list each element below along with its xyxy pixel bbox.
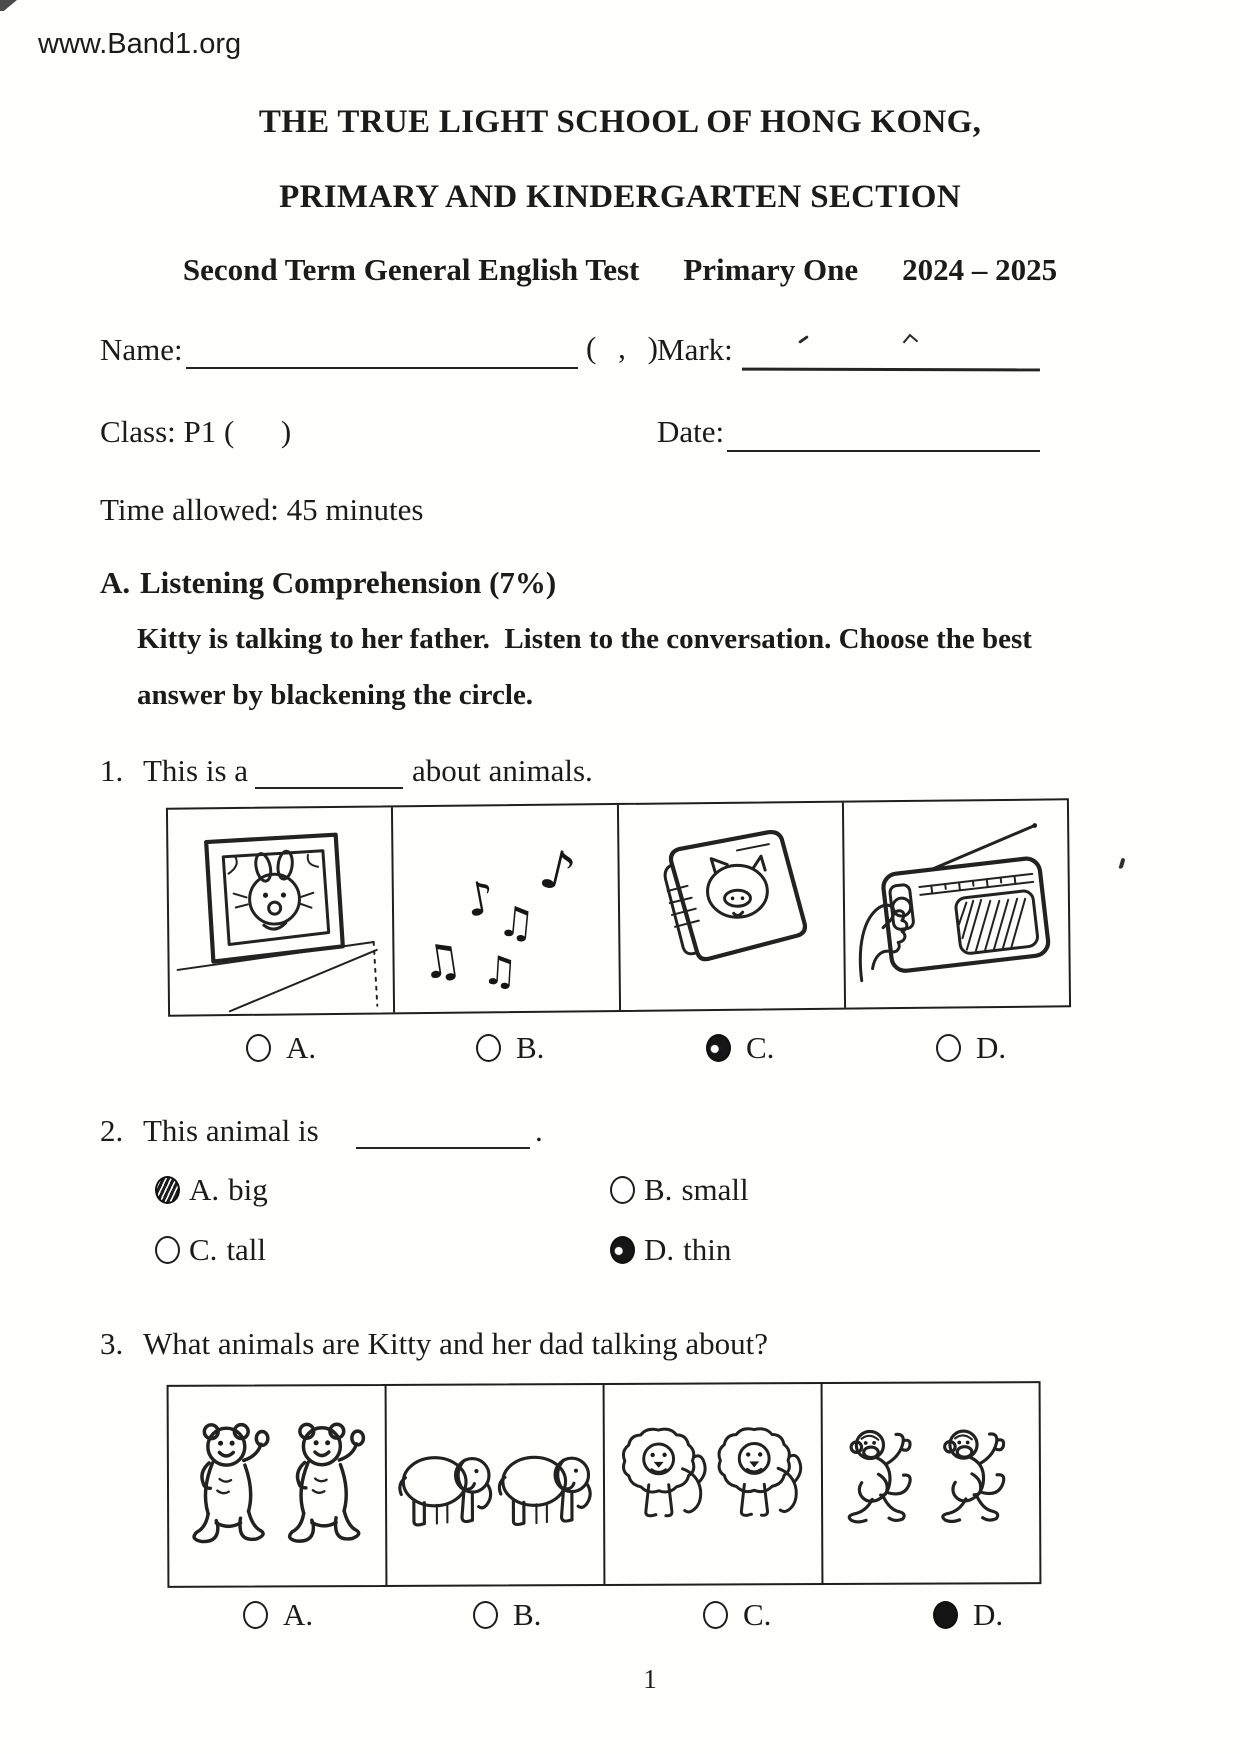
television-with-rabbit-drawing xyxy=(168,807,393,1014)
q1-option-c-label: C. xyxy=(746,1030,775,1065)
name-label: Name: xyxy=(100,332,183,367)
q2-option-b-text: small xyxy=(681,1172,749,1207)
q3-option-b-bubble[interactable] xyxy=(473,1601,498,1629)
q3-option-d-label: D. xyxy=(973,1597,1004,1632)
school-title-line1: THE TRUE LIGHT SCHOOL OF HONG KONG, xyxy=(258,104,982,140)
q1-option-a[interactable] xyxy=(246,1030,316,1066)
two-monkeys-drawing xyxy=(823,1383,1040,1583)
q1-text-after: about animals. xyxy=(412,753,593,788)
q3-option-d[interactable] xyxy=(933,1597,1003,1633)
section-a-heading: Listening Comprehension (7%) xyxy=(140,565,557,600)
q1-number: 1. xyxy=(100,753,124,788)
q1-option-c[interactable] xyxy=(706,1030,774,1066)
date-field[interactable] xyxy=(727,418,1040,452)
mark-label: Mark: xyxy=(657,332,733,367)
q2-option-a-bubble[interactable] xyxy=(155,1176,180,1204)
q2-option-c-label: C. xyxy=(189,1232,218,1267)
q3-option-b-label: B. xyxy=(513,1597,542,1632)
q1-picture-b xyxy=(393,805,620,1012)
q3-picture-c xyxy=(605,1384,824,1584)
svg-text:♪: ♪ xyxy=(534,836,583,906)
svg-text:♫: ♫ xyxy=(495,896,538,949)
name-field[interactable] xyxy=(186,336,578,369)
q2-option-d-label: D. xyxy=(644,1232,675,1267)
name-class-number-parens: ( , ) xyxy=(586,330,665,365)
q1-option-b[interactable] xyxy=(476,1030,544,1066)
q2-option-b-label: B. xyxy=(644,1172,673,1207)
mark-field[interactable] xyxy=(742,335,1040,372)
watermark: www.Band1.org xyxy=(38,28,242,60)
section-a-letter: A. xyxy=(100,565,131,600)
q2-option-b-bubble[interactable] xyxy=(610,1176,635,1204)
q2-option-b[interactable] xyxy=(610,1172,749,1208)
q3-number: 3. xyxy=(100,1326,124,1361)
q1-option-d[interactable] xyxy=(936,1030,1006,1066)
q1-text-before: This is a xyxy=(143,753,249,788)
q2-option-d-text: thin xyxy=(683,1232,732,1267)
q2-option-c-text: tall xyxy=(226,1232,267,1267)
book-with-pig-cover-drawing xyxy=(618,803,843,1010)
page-number: 1 xyxy=(643,1664,657,1694)
q3-option-b[interactable] xyxy=(473,1597,541,1633)
time-allowed: Time allowed: 45 minutes xyxy=(100,492,424,527)
hand-tuning-radio-drawing xyxy=(844,800,1069,1007)
svg-text:♫: ♫ xyxy=(481,947,520,996)
test-title: Second Term General English Test xyxy=(182,252,640,287)
test-info-line xyxy=(0,252,1240,288)
q3-option-a[interactable] xyxy=(243,1597,313,1633)
q2-option-d-bubble[interactable] xyxy=(610,1236,635,1264)
section-a-instruction-1: Kitty is talking to her father. Listen to the conversation. Choose the best xyxy=(137,623,1032,655)
q1-picture-table xyxy=(166,798,1071,1016)
scan-artifact-corner xyxy=(0,0,17,11)
q3-option-c-label: C. xyxy=(743,1597,772,1632)
q1-option-b-bubble[interactable] xyxy=(476,1034,501,1062)
q1-picture-d xyxy=(844,800,1069,1007)
q2-option-d[interactable] xyxy=(610,1232,731,1268)
svg-text:♪: ♪ xyxy=(461,869,500,928)
q2-option-a[interactable] xyxy=(155,1172,268,1208)
q2-text-before: This animal is xyxy=(143,1113,319,1148)
date-label: Date: xyxy=(657,414,725,449)
q1-option-a-label: A. xyxy=(286,1030,317,1065)
q2-option-c[interactable] xyxy=(155,1232,266,1268)
q3-option-c-bubble[interactable] xyxy=(703,1601,728,1629)
two-elephants-drawing xyxy=(387,1385,604,1585)
q2-option-a-label: A. xyxy=(189,1172,220,1207)
q3-picture-table xyxy=(167,1381,1042,1588)
q1-option-d-bubble[interactable] xyxy=(936,1034,961,1062)
q1-answer-blank[interactable] xyxy=(255,757,403,789)
test-year: 2024 – 2025 xyxy=(902,252,1058,287)
q3-picture-b xyxy=(387,1385,606,1585)
q2-answer-blank[interactable] xyxy=(356,1117,530,1149)
q1-picture-a xyxy=(168,807,395,1014)
q3-option-c[interactable] xyxy=(703,1597,771,1633)
q3-option-d-bubble[interactable] xyxy=(933,1601,958,1629)
q2-text-after: . xyxy=(535,1113,543,1148)
q1-picture-c xyxy=(618,803,845,1010)
q2-option-c-bubble[interactable] xyxy=(155,1236,180,1264)
q3-text: What animals are Kitty and her dad talking about? xyxy=(143,1326,768,1361)
q3-picture-a xyxy=(169,1386,388,1586)
q1-option-c-bubble[interactable] xyxy=(706,1034,731,1062)
two-bears-drawing xyxy=(169,1386,386,1586)
test-level: Primary One xyxy=(683,252,859,287)
two-lions-drawing xyxy=(605,1384,822,1584)
q3-picture-d xyxy=(823,1383,1040,1583)
section-a-instruction-2: answer by blackening the circle. xyxy=(137,679,534,711)
pen-mark xyxy=(1119,858,1126,870)
q2-number: 2. xyxy=(100,1113,124,1148)
class-label: Class: P1 ( ) xyxy=(100,414,292,449)
school-title-line2: PRIMARY AND KINDERGARTEN SECTION xyxy=(279,179,961,215)
music-notes-drawing xyxy=(393,805,618,1012)
q2-option-a-text: big xyxy=(228,1172,268,1207)
q1-option-a-bubble[interactable] xyxy=(246,1034,271,1062)
q1-option-b-label: B. xyxy=(516,1030,545,1065)
q1-option-d-label: D. xyxy=(976,1030,1007,1065)
svg-text:♫: ♫ xyxy=(417,931,466,991)
q3-option-a-bubble[interactable] xyxy=(243,1601,268,1629)
q3-option-a-label: A. xyxy=(283,1597,314,1632)
